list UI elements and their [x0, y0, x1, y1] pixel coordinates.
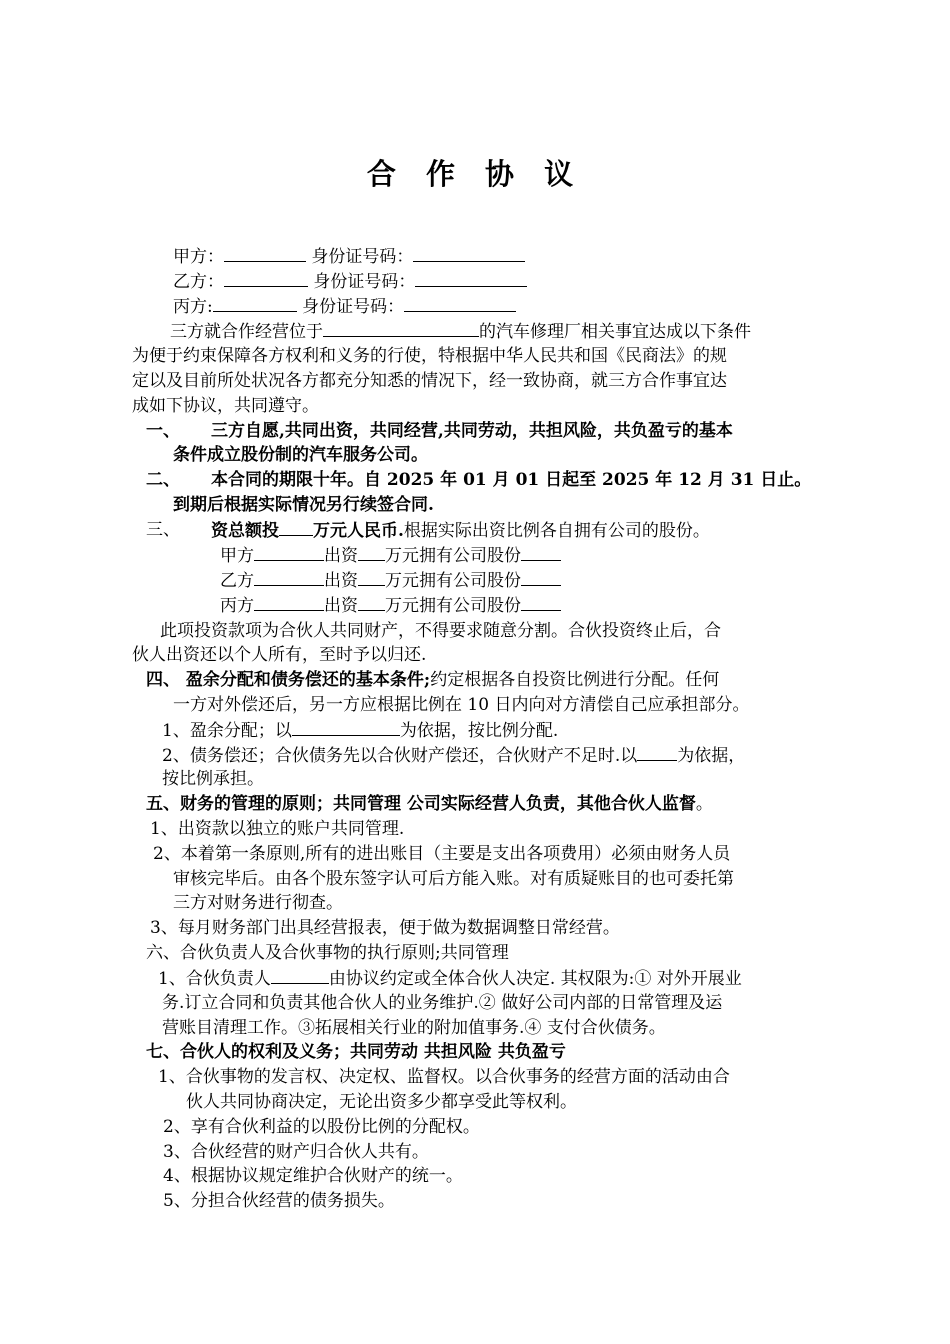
section-6-item-1 — [158, 966, 742, 992]
intro-line-2: 为便于约束保障各方权利和义务的行使，特根据中华人民共和国《民商法》的规 — [132, 346, 727, 366]
partner-lead-blank — [271, 966, 329, 984]
party-b-line — [173, 269, 527, 295]
intro-text: 的汽车修理厂相关事宜达成以下条件 — [479, 322, 751, 342]
section-7-item-5: 5、分担合伙经营的债务损失。 — [163, 1191, 395, 1211]
amount-blank — [358, 593, 385, 611]
intro-line-1 — [170, 319, 751, 345]
share-blank — [521, 568, 561, 586]
party-a-id-blank — [413, 244, 525, 262]
section-7-item-4: 4、根据协议规定维护合伙财产的统一。 — [163, 1166, 463, 1186]
contribution-row-a — [220, 543, 561, 569]
contribution-label: 出资 — [324, 546, 358, 566]
contribution-row-c — [220, 593, 561, 619]
share-blank — [521, 593, 561, 611]
profit-basis-blank — [292, 718, 400, 736]
intro-line-4: 成如下协议，共同遵守。 — [132, 396, 319, 416]
party-c-line — [173, 294, 516, 320]
party-b-id-label: 身份证号码： — [313, 272, 416, 292]
investment-label: 资总额投 — [211, 521, 279, 541]
party-a-id-label: 身份证号码： — [311, 247, 414, 267]
section-5-item-3: 3、每月财务部门出具经营报表，便于做为数据调整日常经营。 — [150, 918, 620, 938]
amount-blank — [358, 543, 385, 561]
section-6-heading: 六、合伙负责人及合伙事物的执行原则;共同管理 — [146, 943, 509, 963]
intro-text: 三方就合作经营位于 — [170, 322, 323, 342]
section-5-heading — [146, 792, 713, 817]
party-b-blank — [224, 269, 308, 287]
party-c-label: 丙方: — [173, 297, 213, 317]
section-2-line-1: 本合同的期限十年。自 2025 年 01 月 01 日起至 2025 年 12 月 31 日止。 — [211, 470, 812, 490]
section-7-heading: 七、合伙人的权利及义务；共同劳动 共担风险 共负盈亏 — [146, 1042, 566, 1062]
party-a-line — [173, 244, 525, 270]
section-5-item-2-cont: 审核完毕后。由各个股东签字认可后方能入账。对有质疑账目的也可委托第 — [173, 869, 734, 889]
section-3-number: 三、 — [146, 520, 180, 540]
section-1-number: 一、 — [146, 421, 180, 441]
section-5-heading-end: 。 — [695, 794, 713, 814]
section-5-heading-text: 五、财务的管理的原则；共同管理 公司实际经营人负责，其他合伙人监督 — [146, 794, 696, 814]
party-a-blank — [224, 244, 306, 262]
party-c-blank — [213, 294, 297, 312]
investment-text: 根据实际出资比例各自拥有公司的股份。 — [403, 521, 710, 541]
section-2-line-2: 到期后根据实际情况另行续签合同. — [173, 495, 434, 515]
section-4-heading: 四、 盈余分配和债务偿还的基本条件; — [146, 670, 431, 690]
item-text: 为依据， — [677, 746, 746, 766]
section-4-item-2-cont: 按比例承担。 — [162, 769, 264, 789]
contribution-party: 乙方 — [220, 571, 254, 591]
section-5-item-2-cont: 三方对财务进行彻查。 — [173, 893, 343, 913]
party-b-id-blank — [415, 269, 527, 287]
location-blank — [323, 319, 479, 337]
section-3-line-1 — [211, 518, 710, 544]
debt-basis-blank — [637, 743, 677, 761]
contribution-party: 丙方 — [220, 596, 254, 616]
item-text: 2、债务偿还；合伙债务先以合伙财产偿还，合伙财产不足时.以 — [162, 746, 638, 766]
section-7-item-1-cont: 伙人共同协商决定，无论出资多少都享受此等权利。 — [186, 1092, 577, 1112]
contribution-tail: 万元拥有公司股份 — [385, 596, 521, 616]
contribution-tail: 万元拥有公司股份 — [385, 546, 521, 566]
party-c-id-blank — [404, 294, 516, 312]
investment-blank — [279, 518, 313, 536]
item-text: 1、盈余分配；以 — [162, 721, 292, 741]
section-4-item-1 — [162, 718, 558, 744]
item-text: 为依据，按比例分配. — [399, 721, 559, 741]
section-7-item-1: 1、合伙事物的发言权、决定权、监督权。以合伙事务的经营方面的活动由合 — [158, 1067, 730, 1087]
contribution-label: 出资 — [324, 596, 358, 616]
section-1-line-1: 三方自愿,共同出资，共同经营,共同劳动，共担风险，共负盈亏的基本 — [211, 421, 733, 441]
document-title: 合 作 协 议 — [366, 157, 584, 191]
section-7-item-2: 2、享有合伙利益的以股份比例的分配权。 — [163, 1117, 480, 1137]
section-6-line-3: 营账目清理工作。③拓展相关行业的附加值事务.④ 支付合伙债务。 — [162, 1018, 666, 1038]
section-2-number: 二、 — [146, 470, 180, 490]
contribution-party: 甲方 — [220, 546, 254, 566]
contribution-row-b — [220, 568, 561, 594]
section-3-para-2: 伙人出资还以个人所有，至时予以归还. — [132, 645, 427, 665]
contribution-blank — [254, 568, 324, 586]
contribution-blank — [254, 593, 324, 611]
section-7-item-3: 3、合伙经营的财产归合伙人共有。 — [163, 1142, 429, 1162]
contribution-blank — [254, 543, 324, 561]
section-4-line-1 — [146, 668, 719, 693]
contribution-tail: 万元拥有公司股份 — [385, 571, 521, 591]
party-c-id-label: 身份证号码： — [302, 297, 405, 317]
item-text: 1、合伙负责人 — [158, 969, 271, 989]
section-3-para-1: 此项投资款项为合伙人共同财产，不得要求随意分割。合伙投资终止后，合 — [160, 621, 721, 641]
share-blank — [521, 543, 561, 561]
item-text: 由协议约定或全体合伙人决定. 其权限为:① 对外开展业 — [328, 969, 742, 989]
intro-line-3: 定以及目前所处状况各方都充分知悉的情况下，经一致协商，就三方合作事宜达 — [132, 371, 727, 391]
section-5-item-1: 1、出资款以独立的账户共同管理. — [150, 819, 405, 839]
amount-blank — [358, 568, 385, 586]
section-4-item-2 — [162, 743, 745, 769]
party-b-label: 乙方： — [173, 272, 224, 292]
section-5-item-2: 2、本着第一条原则,所有的进出账目（主要是支出各项费用）必须由财务人员 — [153, 844, 731, 864]
contribution-label: 出资 — [324, 571, 358, 591]
section-6-line-2: 务.订立合同和负责其他合伙人的业务维护.② 做好公司内部的日常管理及运 — [162, 993, 723, 1013]
section-4-line-2: 一方对外偿还后，另一方应根据比例在 10 日内向对方清偿自己应承担部分。 — [173, 695, 750, 715]
investment-unit: 万元人民币. — [313, 521, 404, 541]
section-1-line-2: 条件成立股份制的汽车服务公司。 — [173, 445, 428, 465]
party-a-label: 甲方： — [173, 247, 224, 267]
section-4-text: 约定根据各自投资比例进行分配。任何 — [430, 670, 720, 690]
